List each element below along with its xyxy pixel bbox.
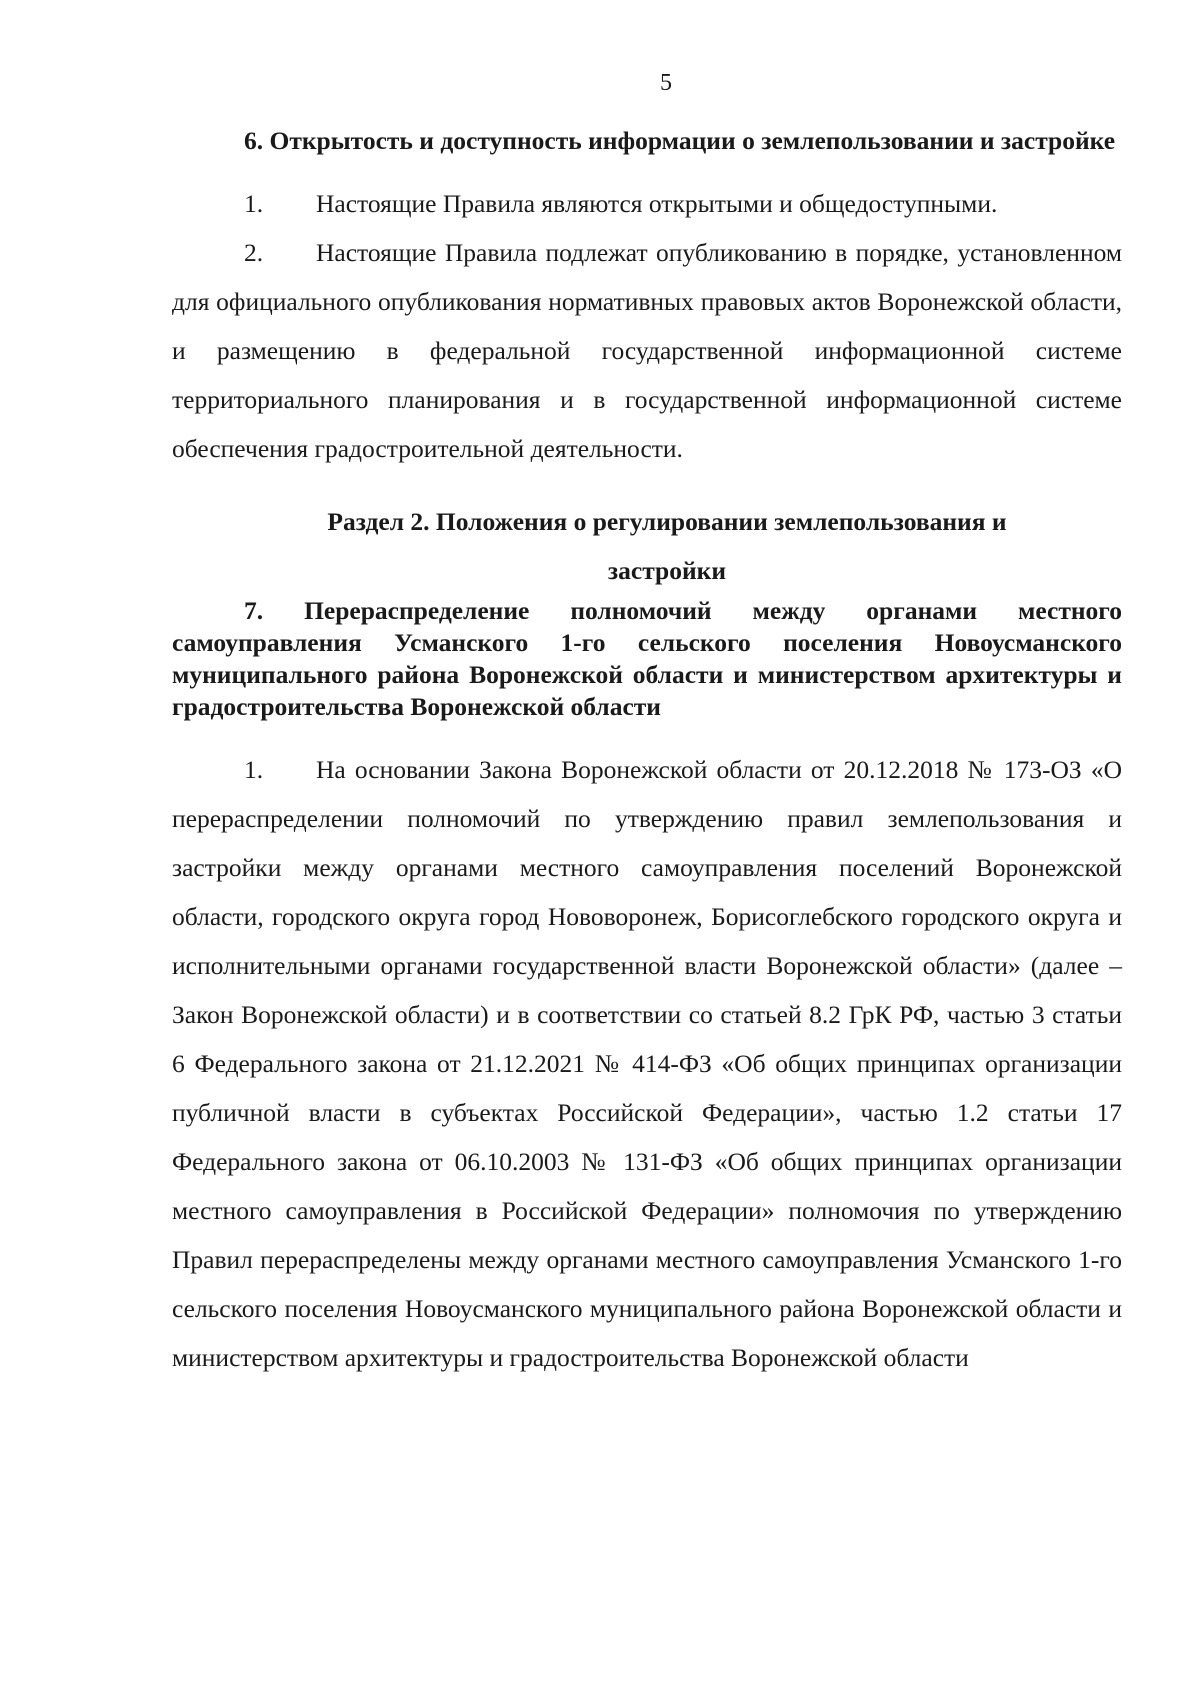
item-number: 2. [244, 238, 264, 267]
clause-7-item-1 [172, 745, 1122, 1382]
item-number: 1. [244, 755, 264, 784]
item-text: Настоящие Правила подлежат опубликованию в порядке, установленном для официального опубликования нормативных правовых актов Воронежской области, и размещению в федеральной государственной информационной системе территориального планирования и в государственной информационной системе обеспечения градостроительной деятельности. [172, 238, 1122, 463]
item-text: Настоящие Правила являются открытыми и общедоступными. [316, 189, 998, 218]
clause-6-heading: 6. Открытость и доступность информации о землепользовании и застройке [244, 126, 1116, 155]
page-number: 5 [660, 70, 672, 96]
clause-6-item-2 [172, 228, 1122, 473]
page-content [172, 125, 1122, 1382]
section-2-title-line-1: Раздел 2. Положения о регулировании землепользования и [327, 507, 1007, 536]
item-number: 1. [244, 189, 264, 218]
clause-6-item-1 [172, 179, 1122, 228]
item-text: На основании Закона Воронежской области от 20.12.2018 № 173-ОЗ «О перераспределении полномочий по утверждению правил землепользования и застройки между органами местного самоуправления поселений Воронежской области, городского округа город Нововоронеж, Борисоглебского городского округа и исполнительными органами государственной власти Воронежской области» (далее – Закон Воронежской области) и в соответствии со статьей 8.2 ГрК РФ, частью 3 статьи 6 Федерального закона от 21.12.2021 № 414-ФЗ «Об общих принципах организации публичной власти в субъектах Российской Федерации», частью 1.2 статьи 17 Федерального закона от 06.10.2003 № 131-ФЗ «Об общих принципах организации местного самоуправления в Российской Федерации» полномочия по утверждению Правил перераспределены между органами местного самоуправления Усманского 1-го сельского поселения Новоусманского муниципального района Воронежской области и министерством архитектуры и градостроительства Воронежской области [172, 755, 1122, 1372]
clause-7-heading: 7. Перераспределение полномочий между органами местного самоуправления Усманского 1-го сельского поселения Новоусманского муниципального района Воронежской области и министерством архитектуры и градостроительства Воронежской области [172, 596, 1122, 721]
section-2-title-line-2: застройки [607, 556, 727, 585]
